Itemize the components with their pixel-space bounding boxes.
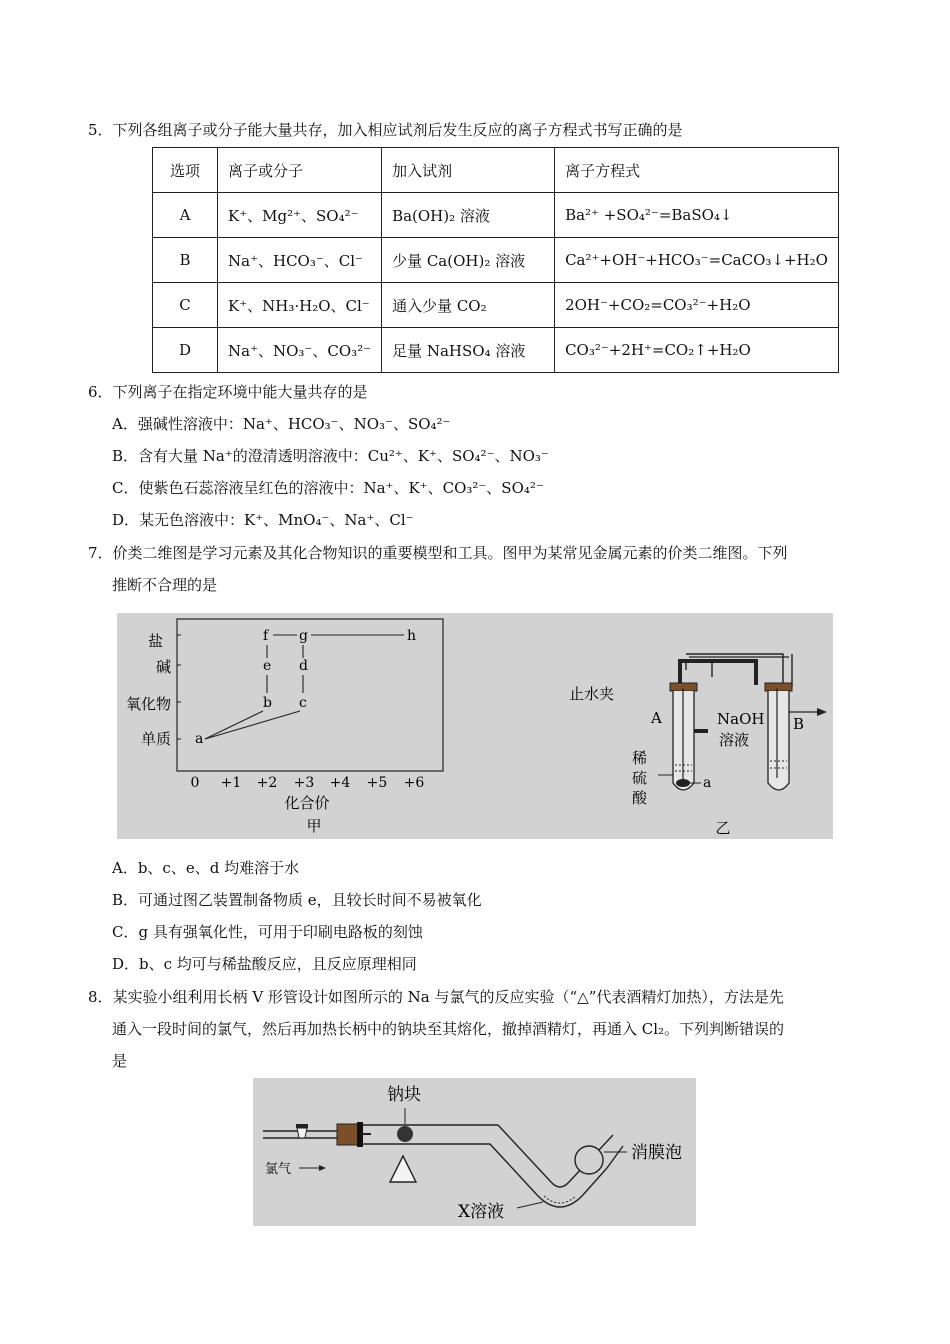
header-reagent: 加入试剂 <box>382 148 555 193</box>
q7-stem-line2: 推断不合理的是 <box>112 576 218 594</box>
row-option: C <box>153 283 218 328</box>
q7-option-d: D．b、c 均可与稀盐酸反应，且反应原理相同 <box>112 955 417 973</box>
table-header-row <box>153 148 839 193</box>
heat-triangle-icon <box>390 1156 416 1182</box>
table-row <box>153 238 839 283</box>
q8-figure <box>253 1078 696 1226</box>
q6-option-d: D．某无色溶液中：K⁺、MnO₄⁻、Na⁺、Cl⁻ <box>112 511 414 529</box>
x-tick: +4 <box>329 775 351 791</box>
point-d: d <box>299 658 308 674</box>
row-equation: Ca²⁺+OH⁻+HCO₃⁻=CaCO₃↓+H₂O <box>555 238 839 283</box>
point-h: h <box>407 628 417 644</box>
label-tube-a: A <box>651 709 662 727</box>
label-naoh-2: 溶液 <box>719 731 750 749</box>
label-chlorine: 氯气 <box>265 1162 292 1177</box>
header-ions: 离子或分子 <box>218 148 382 193</box>
x-tick: 0 <box>190 775 200 791</box>
point-e: e <box>263 658 272 674</box>
q6-stem: 6．下列离子在指定环境中能大量共存的是 <box>88 383 368 401</box>
row-ions: Na⁺、HCO₃⁻、Cl⁻ <box>218 238 382 283</box>
label-acid-3: 酸 <box>632 789 648 807</box>
chart-frame <box>177 619 443 771</box>
point-b: b <box>263 695 272 711</box>
row-ions: Na⁺、NO₃⁻、CO₃²⁻ <box>218 328 382 373</box>
x-tick: +6 <box>403 775 425 791</box>
row-ions: K⁺、NH₃·H₂O、Cl⁻ <box>218 283 382 328</box>
q8-stem-line3: 是 <box>112 1052 128 1070</box>
q7-figure <box>117 613 833 839</box>
label-clamp: 止水夹 <box>569 685 615 703</box>
q7-option-a: A．b、c、e、d 均难溶于水 <box>112 859 300 877</box>
row-equation: Ba²⁺ +SO₄²⁻=BaSO₄↓ <box>555 193 839 238</box>
q8-figure-svg <box>253 1078 696 1226</box>
label-sodium: 钠块 <box>387 1085 421 1105</box>
chart-connectors <box>205 635 404 739</box>
q7-option-c: C．g 具有强氧化性，可用于印刷电路板的刻蚀 <box>112 923 423 941</box>
table-row <box>153 328 839 373</box>
q8-stem-line2: 通入一段时间的氯气，然后再加热长柄中的钠块至其熔化，撤掉酒精灯，再通入 Cl₂。下列判断错误的 <box>112 1020 785 1038</box>
point-c: c <box>299 695 307 711</box>
header-equation: 离子方程式 <box>555 148 839 193</box>
stopcock-icon <box>297 1128 307 1138</box>
row-reagent: 足量 NaHSO₄ 溶液 <box>382 328 555 373</box>
row-ions: K⁺、Mg²⁺、SO₄²⁻ <box>218 193 382 238</box>
x-tick: +5 <box>366 775 388 791</box>
label-acid-1: 稀 <box>632 749 648 767</box>
q7-stem-line1: 7．价类二维图是学习元素及其化合物知识的重要模型和工具。图甲为某常见金属元素的价类二维图。下列 <box>88 544 788 562</box>
q5-stem: 5．下列各组离子或分子能大量共存，加入相应试剂后发生反应的离子方程式书写正确的是 <box>88 121 683 139</box>
label-solution: X溶液 <box>458 1202 505 1222</box>
x-tick: +3 <box>293 775 315 791</box>
y-label-oxide: 氧化物 <box>125 695 171 713</box>
row-option: D <box>153 328 218 373</box>
q6-option-c: C．使紫色石蕊溶液呈红色的溶液中：Na⁺、K⁺、CO₃²⁻、SO₄²⁻ <box>112 479 544 497</box>
sodium-block-icon <box>397 1126 413 1142</box>
label-tube-b: B <box>793 715 805 733</box>
q8-stem-line1: 8．某实验小组利用长柄 V 形管设计如图所示的 Na 与氯气的反应实验（“△”代表酒精灯加热），方法是先 <box>88 988 784 1006</box>
q6-option-b: B．含有大量 Na⁺的澄清透明溶液中：Cu²⁺、K⁺、SO₄²⁻、NO₃⁻ <box>112 447 549 465</box>
x-axis-title: 化合价 <box>284 794 330 812</box>
point-a: a <box>195 731 204 747</box>
row-option: A <box>153 193 218 238</box>
label-bulb: 消膜泡 <box>631 1143 682 1163</box>
table-row <box>153 193 839 238</box>
table-row <box>153 283 839 328</box>
row-option: B <box>153 238 218 283</box>
x-tick: +2 <box>256 775 278 791</box>
row-reagent: 通入少量 CO₂ <box>382 283 555 328</box>
y-label-salt: 盐 <box>147 632 163 650</box>
point-f: f <box>263 628 269 644</box>
row-reagent: 少量 Ca(OH)₂ 溶液 <box>382 238 555 283</box>
q7-option-b: B．可通过图乙装置制备物质 e，且较长时间不易被氧化 <box>112 891 482 909</box>
q6-option-a: A．强碱性溶液中：Na⁺、HCO₃⁻、NO₃⁻、SO₄²⁻ <box>112 415 451 433</box>
row-reagent: Ba(OH)₂ 溶液 <box>382 193 555 238</box>
q5-table <box>152 147 839 373</box>
point-g: g <box>299 628 308 644</box>
x-tick: +1 <box>220 775 242 791</box>
q7-figure-svg <box>117 613 833 839</box>
label-solid-a: a <box>703 775 712 791</box>
row-equation: 2OH⁻+CO₂=CO₃²⁻+H₂O <box>555 283 839 328</box>
label-acid-2: 硫 <box>632 769 648 787</box>
header-option: 选项 <box>153 148 218 193</box>
v-tube <box>263 1125 623 1207</box>
y-label-element: 单质 <box>140 730 171 748</box>
caption-yi: 乙 <box>715 819 731 837</box>
caption-jia: 甲 <box>306 817 322 835</box>
row-equation: CO₃²⁻+2H⁺=CO₂↑+H₂O <box>555 328 839 373</box>
label-naoh-1: NaOH <box>717 710 765 728</box>
y-label-base: 碱 <box>155 658 171 676</box>
